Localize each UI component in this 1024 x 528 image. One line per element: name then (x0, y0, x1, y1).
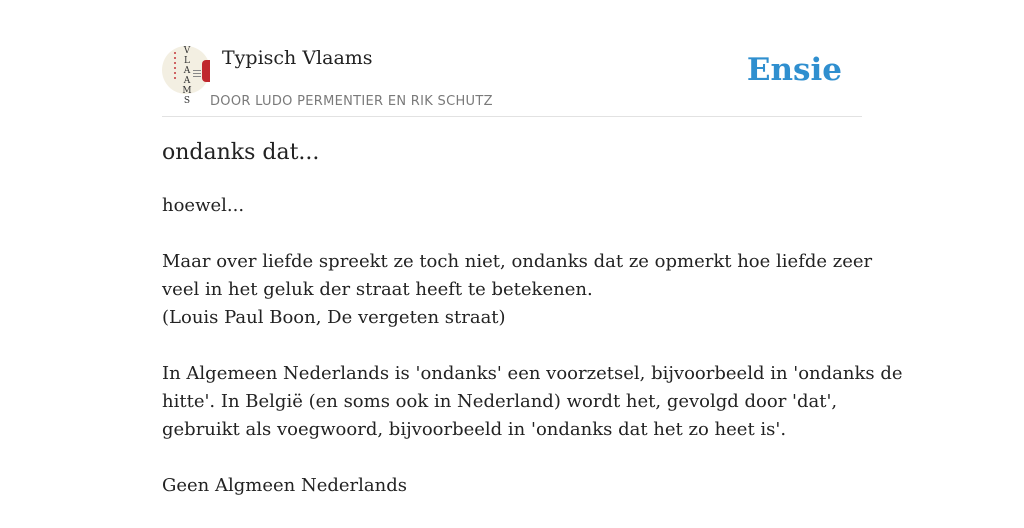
paragraph-summary (162, 192, 862, 220)
paragraph-quote (162, 248, 873, 332)
explanation-line: gebruikt als voegwoord, bijvoorbeeld in 'ondanks dat het zo heet is'. (162, 419, 787, 440)
entry-title: ondanks dat... (162, 140, 320, 165)
byline: DOOR LUDO PERMENTIER EN RIK SCHUTZ (210, 94, 493, 109)
quote-source: (Louis Paul Boon, De vergeten straat) (162, 307, 506, 328)
entry-body (162, 192, 903, 528)
blog-header (162, 46, 862, 117)
blog-title[interactable]: Typisch Vlaams (222, 47, 373, 69)
paragraph-explanation (162, 360, 903, 444)
quote-line: veel in het geluk der straat heeft te betekenen. (162, 279, 593, 300)
explanation-line: hitte'. In België (en soms ook in Nederland) wordt het, gevolgd door 'dat', (162, 391, 838, 412)
closing-line: Geen Algmeen Nederlands (162, 475, 407, 496)
paragraph-closing (162, 472, 862, 500)
summary-line: hoewel... (162, 195, 245, 216)
avatar[interactable] (162, 46, 210, 106)
explanation-line: In Algemeen Nederlands is 'ondanks' een voorzetsel, bijvoorbeeld in 'ondanks de (162, 363, 903, 384)
avatar-fine-lines (193, 70, 201, 78)
ensie-brand-link[interactable]: Ensie (746, 52, 842, 88)
quote-line: Maar over liefde spreekt ze toch niet, ondanks dat ze opmerkt hoe liefde zeer (162, 251, 873, 272)
avatar-letters: V L A A M S (182, 46, 192, 106)
avatar-red-edge (202, 60, 210, 82)
avatar-red-marks (174, 52, 176, 82)
